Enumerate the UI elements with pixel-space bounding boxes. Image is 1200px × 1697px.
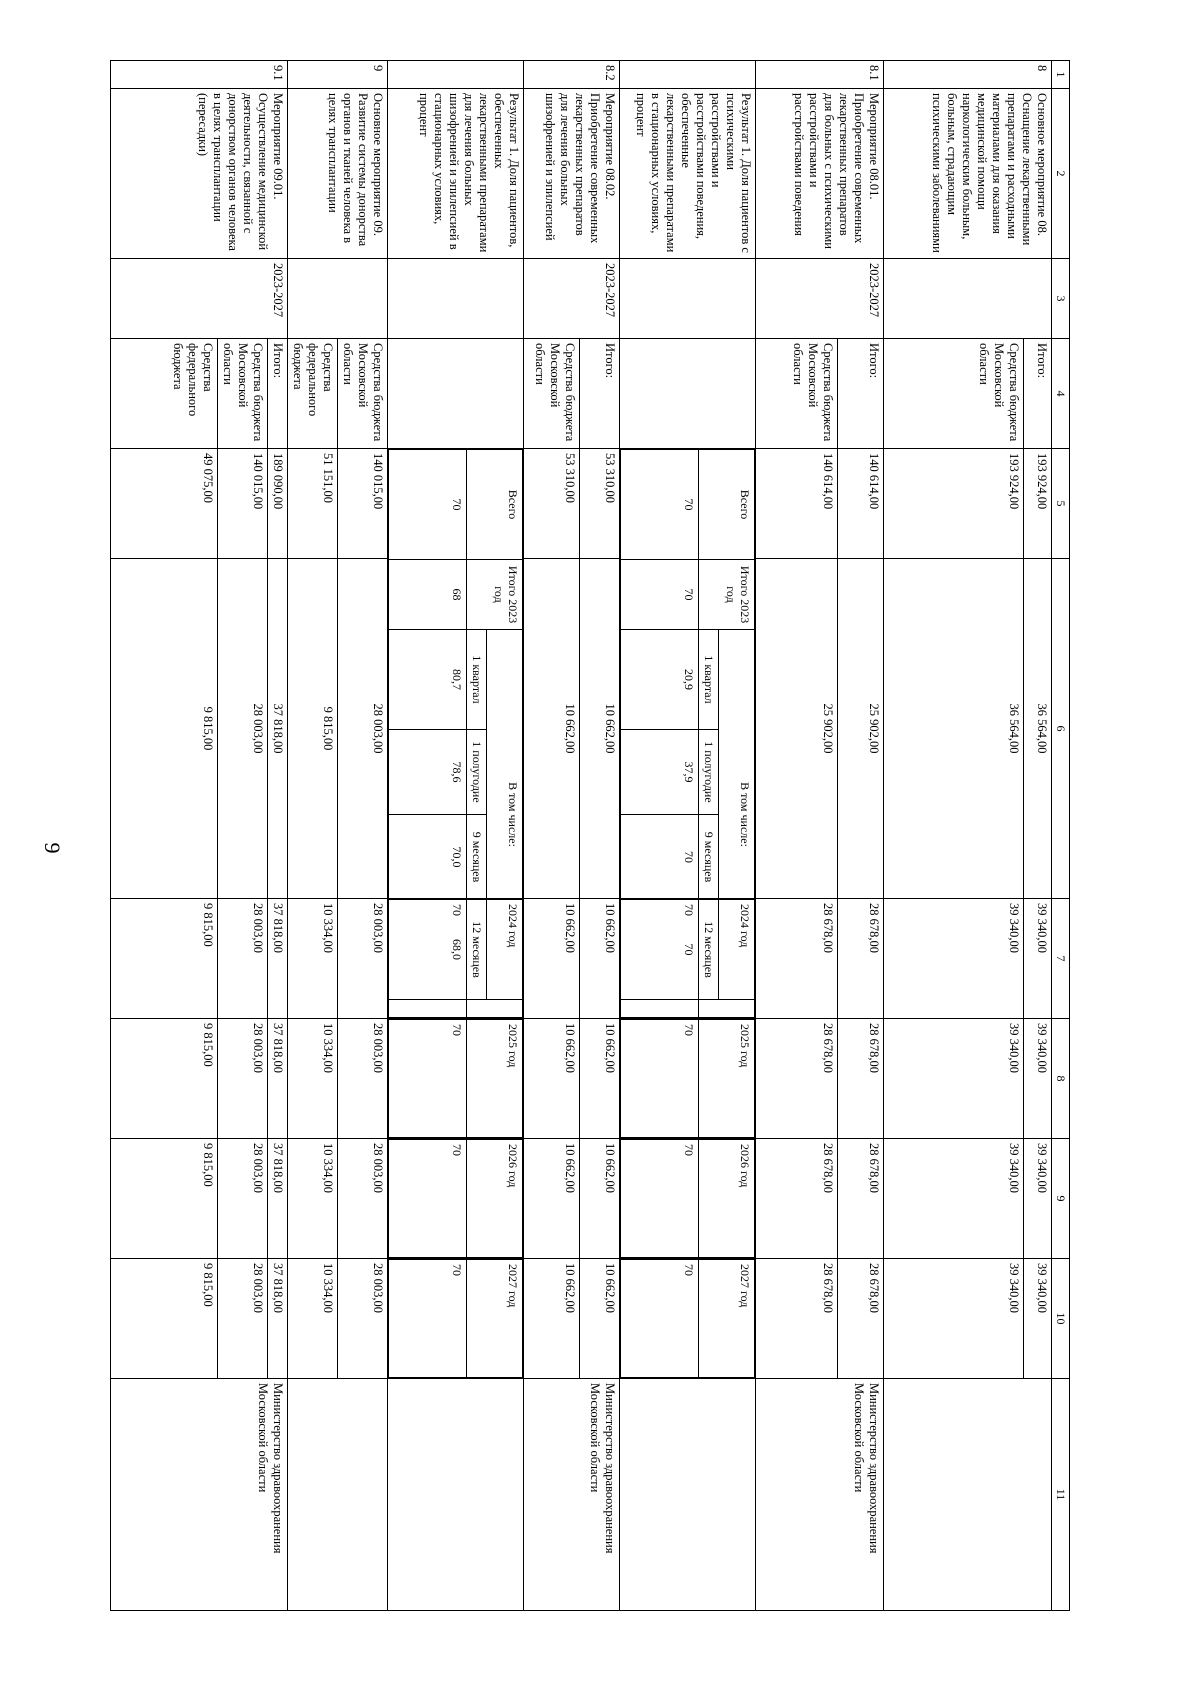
value-cell: 37 818,00 — [268, 899, 288, 1019]
header-cell: 9 — [1052, 1139, 1070, 1259]
m12-label: 12 месяцев — [467, 900, 487, 1000]
header-cell: 3 — [1052, 259, 1070, 339]
value-cell: 10 334,00 — [288, 899, 338, 1019]
period-cell — [388, 259, 524, 339]
value-cell: 37 818,00 — [268, 1139, 288, 1259]
value-cell: 10 662,00 — [580, 1019, 620, 1139]
value-cell: 28 003,00 — [338, 899, 388, 1019]
value-cell: 70 — [621, 1020, 699, 1138]
year-cell — [388, 1259, 524, 1379]
page-number: 9 — [40, 842, 65, 854]
vsego-label: Всего — [467, 450, 523, 560]
responsible-cell — [884, 1379, 1052, 1611]
source-label: Средства федерального бюджета — [288, 339, 338, 449]
value-cell: 28 678,00 — [756, 1139, 838, 1259]
value-cell: 39 340,00 — [884, 1019, 1024, 1139]
value-cell: 10 662,00 — [524, 559, 580, 899]
value-cell: 28 678,00 — [756, 1259, 838, 1379]
table-row — [838, 61, 884, 1611]
value-cell: 70 — [621, 1140, 699, 1258]
h1-label: 1 полугодие — [699, 730, 719, 815]
value-cell: 70 — [621, 560, 699, 630]
value-cell: 10 662,00 — [580, 1259, 620, 1379]
year-label: 2026 год — [699, 1140, 755, 1258]
header-cell: 10 — [1052, 1259, 1070, 1379]
value-cell: 28 678,00 — [838, 899, 884, 1019]
measure-name: Основное мероприятие 09. Развитие системы донорства органов и тканей человека в целях трансплантации — [288, 89, 388, 259]
value-cell: 28 003,00 — [338, 559, 388, 899]
source-label: Итого: — [1024, 339, 1052, 449]
value-cell: 68,0 — [389, 900, 467, 1000]
value-cell: 189 090,00 — [268, 449, 288, 559]
responsible-cell: Министерство здравоохранения Московской области — [524, 1379, 620, 1611]
value-cell: 28 003,00 — [218, 559, 268, 899]
value-cell: 193 924,00 — [884, 449, 1024, 559]
value-cell: 9 815,00 — [111, 1139, 218, 1259]
period-cell: 2023-2027 — [524, 259, 620, 339]
value-cell: 78,6 — [389, 730, 467, 815]
value-cell: 10 662,00 — [524, 1019, 580, 1139]
value-cell: 28 678,00 — [756, 899, 838, 1019]
source-label: Средства бюджета Московской области — [524, 339, 580, 449]
value-cell: 36 564,00 — [1024, 559, 1052, 899]
value-cell: 10 662,00 — [580, 559, 620, 899]
value-cell: 10 334,00 — [288, 1139, 338, 1259]
value-cell: 39 340,00 — [1024, 1019, 1052, 1139]
value-cell: 53 310,00 — [580, 449, 620, 559]
table-row — [1024, 61, 1052, 1611]
v-tom-chisle-label: В том числе: — [487, 630, 523, 1000]
responsible-cell: Министерство здравоохранения Московской области — [111, 1379, 288, 1611]
source-label: Итого: — [580, 339, 620, 449]
value-cell: 140 614,00 — [838, 449, 884, 559]
row-number: 9.1 — [111, 61, 288, 89]
m9-label: 9 месяцев — [699, 815, 719, 900]
period-cell — [620, 259, 756, 339]
measure-name: Мероприятие 08.01. Приобретение современных лекарственных препаратов для больных с психическими расстройствами и расстройствами поведения — [756, 89, 884, 259]
table-row — [620, 61, 756, 1611]
value-cell: 70 — [621, 450, 699, 560]
value-cell: 28 678,00 — [756, 1019, 838, 1139]
value-cell: 39 340,00 — [1024, 1259, 1052, 1379]
value-cell: 39 340,00 — [1024, 899, 1052, 1019]
value-cell: 9 815,00 — [111, 1019, 218, 1139]
year-cell — [620, 899, 756, 1019]
value-cell: 39 340,00 — [884, 1139, 1024, 1259]
header-cell: 2 — [1052, 89, 1070, 259]
source-cell — [620, 339, 756, 449]
header-cell: 8 — [1052, 1019, 1070, 1139]
header-cell: 5 — [1052, 449, 1070, 559]
itogo-2023-label: Итого 2023 год — [699, 560, 755, 630]
year-cell — [620, 1139, 756, 1259]
value-cell: 28 678,00 — [838, 1259, 884, 1379]
source-label: Итого: — [268, 339, 288, 449]
value-cell: 70 — [389, 1260, 467, 1378]
value-cell: 10 334,00 — [288, 1019, 338, 1139]
year-label: 2024 год — [699, 900, 755, 1018]
value-cell: 28 003,00 — [218, 899, 268, 1019]
value-cell: 80,7 — [389, 630, 467, 730]
header-cell: 7 — [1052, 899, 1070, 1019]
value-cell: 53 310,00 — [524, 449, 580, 559]
year-label: 2027 год — [699, 1260, 755, 1378]
value-cell: 70 — [621, 815, 699, 900]
value-cell: 140 015,00 — [218, 449, 268, 559]
value-cell: 70 — [621, 900, 699, 1018]
year-label: 2025 год — [467, 1020, 523, 1138]
value-cell: 39 340,00 — [1024, 1139, 1052, 1259]
m12-label: 12 месяцев — [699, 900, 719, 1000]
header-cell: 6 — [1052, 559, 1070, 899]
row-number — [388, 61, 524, 89]
header-row — [1052, 61, 1070, 1611]
vsego-label: Всего — [699, 450, 755, 560]
q1-label: 1 квартал — [699, 630, 719, 730]
value-cell: 70 — [621, 1260, 699, 1378]
source-label: Средства федерального бюджета — [111, 339, 218, 449]
row-number: 8.1 — [756, 61, 884, 89]
source-label: Средства бюджета Московской области — [218, 339, 268, 449]
value-cell: 25 902,00 — [756, 559, 838, 899]
value-cell: 37 818,00 — [268, 1019, 288, 1139]
value-cell: 28 678,00 — [838, 1019, 884, 1139]
year-label: 2024 год — [467, 900, 523, 1018]
year-label: 2027 год — [467, 1260, 523, 1378]
source-cell — [388, 339, 524, 449]
source-label: Итого: — [838, 339, 884, 449]
source-label: Средства бюджета Московской области — [884, 339, 1024, 449]
value-cell: 193 924,00 — [1024, 449, 1052, 559]
value-cell: 9 815,00 — [288, 559, 338, 899]
value-cell: 25 902,00 — [838, 559, 884, 899]
itogo-2023-label: Итого 2023 год — [467, 560, 523, 630]
row-number: 8 — [884, 61, 1052, 89]
value-cell: 10 662,00 — [524, 1259, 580, 1379]
table-row — [268, 61, 288, 1611]
period-cell: 2023-2027 — [756, 259, 884, 339]
value-cell: 51 151,00 — [288, 449, 338, 559]
value-cell: 20,9 — [621, 630, 699, 730]
result-name: Результат 1. Доля пациентов с психическими расстройствами и расстройствами поведения, обеспеченные лекарственными препаратами в стационарных условиях, процент — [620, 89, 756, 259]
value-cell: 10 662,00 — [580, 1139, 620, 1259]
value-cell: 28 003,00 — [218, 1019, 268, 1139]
v-tom-chisle-label: В том числе: — [719, 630, 755, 1000]
value-cell: 140 015,00 — [338, 449, 388, 559]
header-cell: 4 — [1052, 339, 1070, 449]
value-cell: 10 662,00 — [524, 1139, 580, 1259]
year-cell — [388, 1019, 524, 1139]
program-table — [110, 60, 1070, 1611]
year-cell — [620, 1019, 756, 1139]
value-cell: 28 003,00 — [338, 1019, 388, 1139]
value-cell: 49 075,00 — [111, 449, 218, 559]
responsible-cell — [388, 1379, 524, 1611]
value-cell: 28 003,00 — [338, 1139, 388, 1259]
table-row — [580, 61, 620, 1611]
period-cell — [884, 259, 1052, 339]
value-cell: 70 — [389, 1020, 467, 1138]
value-cell: 28 003,00 — [338, 1259, 388, 1379]
value-cell: 39 340,00 — [884, 1259, 1024, 1379]
value-cell: 10 662,00 — [524, 899, 580, 1019]
responsible-cell: Министерство здравоохранения Московской области — [756, 1379, 884, 1611]
row-number: 8.2 — [524, 61, 620, 89]
value-cell: 9 815,00 — [111, 1259, 218, 1379]
header-cell: 11 — [1052, 1379, 1070, 1611]
header-cell: 1 — [1052, 61, 1070, 89]
year-label: 2026 год — [467, 1140, 523, 1258]
period-cell — [288, 259, 388, 339]
value-cell: 37 818,00 — [268, 1259, 288, 1379]
value-cell: 36 564,00 — [884, 559, 1024, 899]
responsible-cell — [620, 1379, 756, 1611]
value-cell: 28 003,00 — [218, 1259, 268, 1379]
value-cell: 37 818,00 — [268, 559, 288, 899]
responsible-cell — [288, 1379, 388, 1611]
value-cell: 70 — [621, 900, 699, 1000]
source-label: Средства бюджета Московской области — [756, 339, 838, 449]
value-cell: 37,9 — [621, 730, 699, 815]
table-row — [388, 61, 524, 1611]
value-cell: 70 — [389, 450, 467, 560]
row-number: 9 — [288, 61, 388, 89]
result-name: Результат 1. Доля пациентов, обеспеченных лекарственными препаратами для лечения больных шизофренией и эпилепсией в стационарных условиях, процент — [388, 89, 524, 259]
value-cell: 70 — [389, 900, 467, 1018]
value-cell: 28 678,00 — [838, 1139, 884, 1259]
h1-label: 1 полугодие — [467, 730, 487, 815]
period-cell: 2023-2027 — [111, 259, 288, 339]
year-cell — [620, 1259, 756, 1379]
year-cell — [388, 1139, 524, 1259]
measure-name: Основное мероприятие 08. Оснащение лекарственными препаратами и расходными материалами для оказания медицинской помощи наркологическим больным, больным, страдающим психическими заболеваниями — [884, 89, 1052, 259]
value-cell: 140 614,00 — [756, 449, 838, 559]
table-row — [338, 61, 388, 1611]
year-label: 2025 год — [699, 1020, 755, 1138]
measure-name: Мероприятие 09.01. Осуществление медицинской деятельности, связанной с донорством органов человека в целях трансплантации (пересадки) — [111, 89, 288, 259]
source-label: Средства бюджета Московской области — [338, 339, 388, 449]
value-cell: 10 662,00 — [580, 899, 620, 1019]
m9-label: 9 месяцев — [467, 815, 487, 900]
value-cell: 39 340,00 — [884, 899, 1024, 1019]
row-number — [620, 61, 756, 89]
value-cell: 9 815,00 — [111, 559, 218, 899]
q1-label: 1 квартал — [467, 630, 487, 730]
rotated-page — [110, 60, 1070, 1610]
value-cell: 68 — [389, 560, 467, 630]
measure-name: Мероприятие 08.02. Приобретение современных лекарственных препаратов для лечения больных шизофренией и эпилепсией — [524, 89, 620, 259]
value-cell: 70 — [389, 1140, 467, 1258]
value-cell: 28 003,00 — [218, 1139, 268, 1259]
value-cell: 9 815,00 — [111, 899, 218, 1019]
value-cell: 70,0 — [389, 815, 467, 900]
value-cell: 10 334,00 — [288, 1259, 338, 1379]
